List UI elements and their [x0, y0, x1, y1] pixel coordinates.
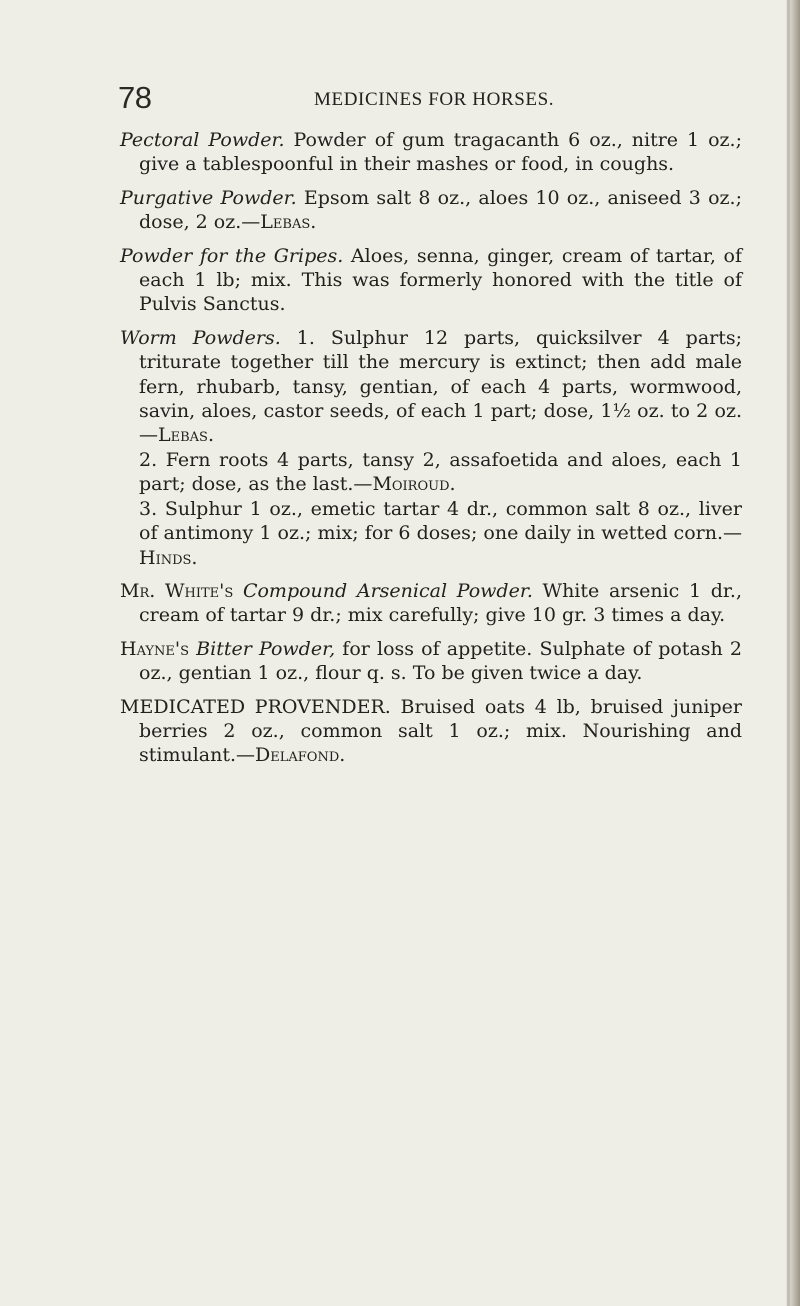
entry-medicated-provender — [120, 695, 742, 768]
entry-subparagraph — [120, 497, 742, 570]
entry-title: Powder for the Gripes. — [120, 244, 344, 267]
entry-paragraph — [120, 128, 742, 177]
page-edge-shadow — [787, 0, 790, 1306]
entry-paragraph — [120, 579, 742, 628]
entry-author: Lebas. — [260, 211, 317, 234]
entry-prefix: Hayne's — [120, 637, 190, 660]
entry-title: Pectoral Powder. — [120, 129, 285, 151]
entry-paragraph — [120, 637, 742, 686]
entry-pectoral-powder — [120, 128, 742, 177]
entry-text: 2. Fern roots 4 parts, tansy 2, assafoetida and aloes, each 1 part; dose, as the last.— — [139, 448, 742, 496]
entry-powder-for-gripes — [120, 244, 742, 317]
entry-paragraph — [120, 326, 742, 448]
entry-paragraph — [120, 186, 742, 235]
entry-title: MEDICATED PROVENDER. — [120, 695, 391, 718]
page-number: 78 — [118, 80, 152, 115]
entry-worm-powders — [120, 326, 742, 570]
entry-title: Purgative Powder. — [120, 186, 297, 209]
running-head: MEDICINES FOR HORSES. — [314, 89, 555, 110]
entry-title: Bitter Powder, — [189, 637, 336, 660]
entry-text: 1. Sulphur 12 parts, quicksilver 4 parts; triturate together till the mercury is extinct; then add male fern, rhubarb, tansy, gentian, of each 4 parts, wormwood, savin, aloes, castor seeds, of each 1 part; dose, 1½ oz. to 2 oz.— — [139, 326, 743, 447]
entry-text: White arsenic 1 dr., cream of tartar 9 dr.; mix carefully; give 10 gr. 3 times a day. — [139, 579, 742, 627]
entry-paragraph — [120, 695, 742, 768]
entry-text: Aloes, senna, ginger, cream of tartar, of each 1 lb; mix. This was formerly honored with the title of Pulvis Sanctus. — [139, 244, 742, 316]
entry-author: Moiroud. — [372, 473, 456, 496]
entry-text: Epsom salt 8 oz., aloes 10 oz., aniseed 3 oz.; dose, 2 oz.— — [139, 186, 742, 234]
entry-author: Hinds. — [139, 546, 198, 569]
entry-author: Lebas. — [158, 424, 214, 447]
entry-prefix: Mr. White's — [120, 579, 234, 602]
entry-author: Delafond. — [255, 744, 346, 767]
entry-title: Worm Powders. — [120, 326, 281, 349]
entry-bitter-powder — [120, 637, 742, 686]
page-body — [120, 128, 742, 777]
entry-paragraph — [120, 244, 742, 317]
entry-text: for loss of appetite. Sulphate of potash 2 oz., gentian 1 oz., flour q. s. To be given twice a day. — [139, 637, 742, 685]
entry-title: Compound Arsenical Powder. — [233, 579, 533, 602]
page-header — [118, 80, 738, 120]
entry-arsenical-powder — [120, 579, 742, 628]
entry-purgative-powder — [120, 186, 742, 235]
entry-text: Bruised oats 4 lb, bruised juniper berries 2 oz., common salt 1 oz.; mix. Nourishing and stimulant.— — [139, 695, 742, 767]
entry-text: Powder of gum tragacanth 6 oz., nitre 1 oz.; give a tablespoonful in their mashes or food, in coughs. — [139, 129, 742, 176]
entry-subparagraph — [120, 448, 742, 497]
entry-text: 3. Sulphur 1 oz., emetic tartar 4 dr., common salt 8 oz., liver of antimony 1 oz.; mix; for 6 doses; one daily in wetted corn.— — [139, 497, 742, 545]
